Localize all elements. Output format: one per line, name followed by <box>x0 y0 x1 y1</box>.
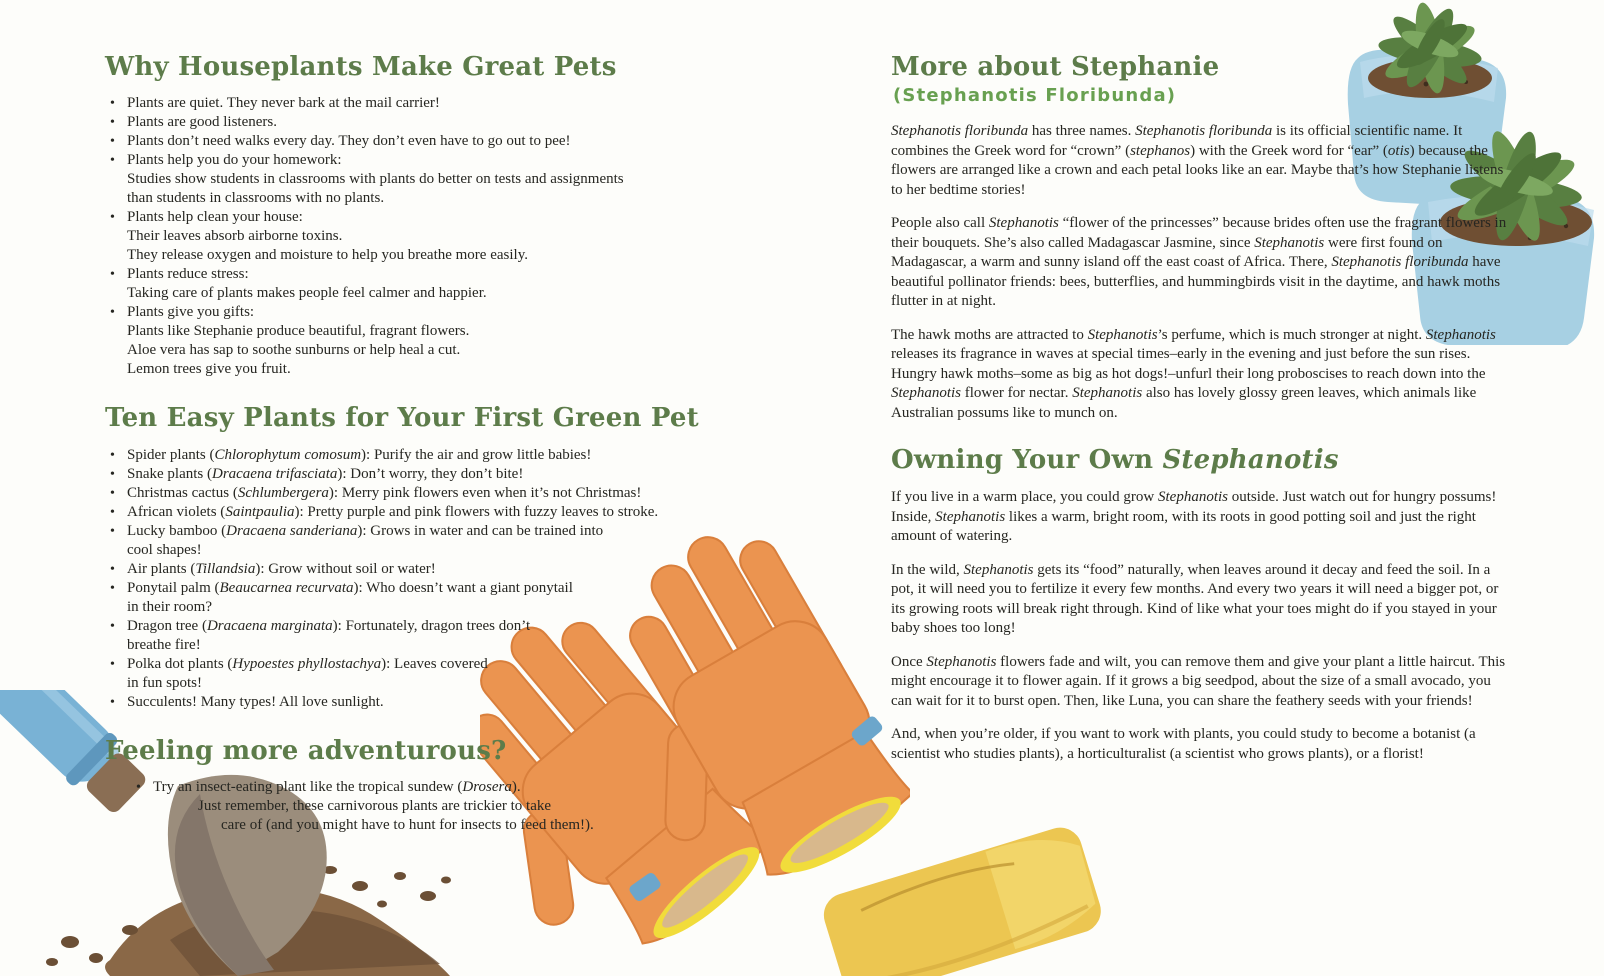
right-page <box>891 52 1509 778</box>
list-item: • Plants help you do your homework: Studies show students in classrooms with plants do better on tests and assignments than students in classrooms with no plants. <box>105 151 730 208</box>
list-item: • Plants help clean your house: Their leaves absorb airborne toxins. They release oxygen and moisture to help you breathe more easily. <box>105 208 730 265</box>
list-item: • Plants are quiet. They never bark at the mail carrier! <box>105 94 730 113</box>
list-item: • Plants reduce stress: Taking care of plants makes people feel calmer and happier. <box>105 265 730 303</box>
why-houseplants-list <box>105 94 730 379</box>
list-item: • Plants don’t need walks every day. They don’t even have to go out to pee! <box>105 132 730 151</box>
paragraph: In the wild, Stephanotis gets its “food” naturally, when leaves around it decay and feed the soil. In a pot, it will need you to fertilize it every few months. And every two years it will need a bigger pot, or its growing roots will break right through. Kind of like what your toes might do if you stayed in your baby shoes too long! <box>891 561 1499 636</box>
list-item: • Dragon tree (Dracaena marginata): Fortunately, dragon trees don’t breathe fire! <box>105 617 730 655</box>
list-item: • Try an insect-eating plant like the tropical sundew (Drosera). Just remember, these carnivorous plants are trickier to take care of (and you might have to hunt for insects to feed them!). <box>131 778 730 835</box>
list-item: • Plants are good listeners. <box>105 113 730 132</box>
bottom-seeds-scatter-icon <box>1125 800 1604 920</box>
ten-easy-plants-section <box>105 403 730 712</box>
why-houseplants-title: Why Houseplants Make Great Pets <box>105 52 617 82</box>
paragraph: If you live in a warm place, you could grow Stephanotis outside. Just watch out for hungry possums! Inside, Stephanotis likes a warm, bright room, with its roots in good potting soil and just the right amount of watering. <box>891 489 1497 544</box>
stephanotis-subtitle: (Stephanotis Floribunda) <box>893 85 1177 106</box>
paragraph: And, when you’re older, if you want to work with plants, you could study to become a botanist (a scientist who studies plants), a horticulturalist (a scientist who grows plants), or a florist! <box>891 726 1476 762</box>
list-item: • Polka dot plants (Hypoestes phyllostachya): Leaves covered in fun spots! <box>105 655 730 693</box>
list-item: • Air plants (Tillandsia): Grow without soil or water! <box>105 560 730 579</box>
more-about-stephanie-title: More about Stephanie <box>891 52 1220 82</box>
adventurous-title: Feeling more adventurous? <box>105 736 507 766</box>
ten-easy-plants-list <box>105 446 730 712</box>
paragraph: The hawk moths are attracted to Stephanotis’s perfume, which is much stronger at night. Stephanotis releases its fragrance in waves at special times–early in the evening and just before the sun rises. Hungry hawk moths–some as big as hot dogs!–unfurl their long proboscises to reach down into the Stephanotis flower for nectar. Stephanotis also has lovely glossy green leaves, which animals like Australian possums like to munch on. <box>891 326 1496 421</box>
list-item: • Plants give you gifts: Plants like Stephanie produce beautiful, fragrant flowers. Aloe vera has sap to soothe sunburns or help heal a cut. Lemon trees give you fruit. <box>105 303 730 379</box>
adventurous-section <box>105 736 730 835</box>
seed-packet-icon <box>805 788 1155 976</box>
paragraph: People also call Stephanotis “flower of the princesses” because brides often use the fragrant flowers in their bouquets. She’s also called Madagascar Jasmine, since Stephanotis were first found on Madagascar, a warm and sunny island off the east coast of Africa. There, Stephanotis floribunda have beautiful pollinator friends: bees, butterflies, and hummingbirds visit in the daytime, and hawk moths flutter in at night. <box>891 215 1507 309</box>
list-item: • Snake plants (Dracaena trifasciata): Don’t worry, they don’t bite! <box>105 465 730 484</box>
list-item: • Christmas cactus (Schlumbergera): Merry pink flowers even when it’s not Christmas! <box>105 484 730 503</box>
list-item: • Spider plants (Chlorophytum comosum): Purify the air and grow little babies! <box>105 446 730 465</box>
owning-title: Owning Your Own Stephanotis <box>891 445 1339 475</box>
paragraph: Once Stephanotis flowers fade and wilt, you can remove them and give your plant a little haircut. This might encourage it to flower again. If it grows a big seedpod, about the size of a small avocado, you can wait for it to burst open. Then, like Luna, you can share the feathery seeds with your friends! <box>891 653 1506 709</box>
why-houseplants-section <box>105 52 730 379</box>
ten-easy-plants-title: Ten Easy Plants for Your First Green Pet <box>105 403 699 433</box>
stephanie-paragraphs <box>891 122 1509 423</box>
adventurous-list <box>131 778 730 835</box>
list-item: • Lucky bamboo (Dracaena sanderiana): Grows in water and can be trained into cool shapes! <box>105 522 730 560</box>
left-page <box>105 52 730 835</box>
paragraph: Stephanotis floribunda has three names. Stephanotis floribunda is its official scientific name. It combines the Greek word for “crown” (stephanos) with the Greek word for “ear” (otis) because the flowers are arranged like a crown and each petal looks like an ear. Maybe that’s how Stephanie listens to her bedtime stories! <box>891 123 1504 198</box>
list-item: • African violets (Saintpaulia): Pretty purple and pink flowers with fuzzy leaves to stroke. <box>105 503 730 522</box>
owning-paragraphs <box>891 488 1509 764</box>
list-item: • Succulents! Many types! All love sunlight. <box>105 693 730 712</box>
list-item: • Ponytail palm (Beaucarnea recurvata): Who doesn’t want a giant ponytail in their room? <box>105 579 730 617</box>
